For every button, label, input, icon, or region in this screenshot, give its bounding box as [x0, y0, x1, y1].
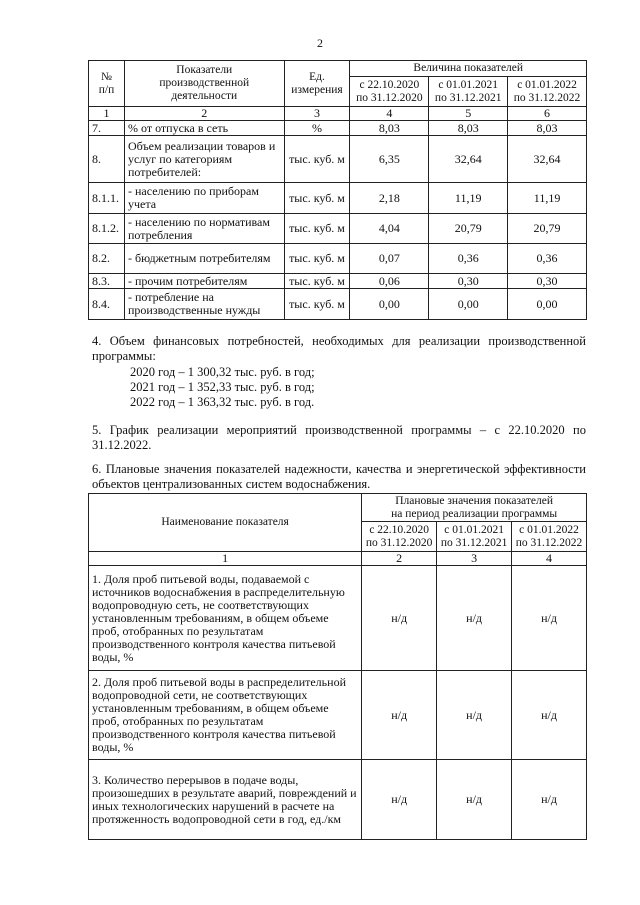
table-row [89, 760, 587, 840]
row-name: - прочим потребителям [124, 274, 284, 289]
row-unit: тыс. куб. м [284, 274, 350, 289]
planned-value: н/д [362, 671, 437, 760]
financing-2022: 2022 год – 1 363,32 тыс. руб. в год. [130, 395, 315, 409]
row-name: - потребление на производственные нужды [124, 289, 284, 320]
row-value: 0,07 [350, 244, 429, 274]
col-number: 4 [512, 552, 587, 566]
planned-value: н/д [362, 566, 437, 671]
row-num: 8. [89, 136, 125, 183]
planned-value: н/д [512, 760, 587, 840]
row-unit: тыс. куб. м [284, 214, 350, 244]
production-indicators-table [88, 60, 587, 320]
row-name: - населению по нормативам потребления [124, 214, 284, 244]
planned-value: н/д [512, 566, 587, 671]
section-6-text: 6. Плановые значения показателей надежности, качества и энергетической эффективности объектов централизованных систем водоснабжения. [92, 462, 586, 491]
planned-value: н/д [512, 671, 587, 760]
row-unit: % [284, 121, 350, 136]
table-row [89, 244, 587, 274]
indicator-name: 3. Количество перерывов в подаче воды, произошедших в результате аварий, повреждений и иных технологических нарушений в расчете на протяженность водопроводной сети в год, ед./км [89, 760, 362, 840]
table-row [89, 289, 587, 320]
row-value: 2,18 [350, 183, 429, 214]
row-num: 8.1.1. [89, 183, 125, 214]
planned-value: н/д [362, 760, 437, 840]
row-name: - бюджетным потребителям [124, 244, 284, 274]
header-period: с 01.01.2022 по 31.12.2022 [512, 522, 587, 552]
row-value: 8,03 [429, 121, 508, 136]
table-row [89, 671, 587, 760]
row-unit: тыс. куб. м [284, 244, 350, 274]
col-number: 1 [89, 107, 125, 121]
table-row [89, 274, 587, 289]
row-num: 8.2. [89, 244, 125, 274]
planned-value: н/д [437, 671, 512, 760]
indicator-name: 2. Доля проб питьевой воды в распределительной водопроводной сети, не соответствующих установленным требованиям, в общем объеме проб, отобранных по результатам производственного контроля качества питьевой воды, % [89, 671, 362, 760]
col-number: 1 [89, 552, 362, 566]
row-name: Объем реализации товаров и услуг по категориям потребителей: [124, 136, 284, 183]
col-number: 5 [429, 107, 508, 121]
row-value: 0,36 [429, 244, 508, 274]
row-value: 20,79 [508, 214, 587, 244]
table-row [89, 136, 587, 183]
row-num: 8.1.2. [89, 214, 125, 244]
col-number: 2 [362, 552, 437, 566]
page-number: 2 [317, 36, 323, 50]
indicator-name: 1. Доля проб питьевой воды, подаваемой с источников водоснабжения в распределительную водопроводную сеть, не соответствующих установленным требованиям, в общем объеме проб, отобранных по результатам производственного контроля качества питьевой воды, % [89, 566, 362, 671]
header-period: с 01.01.2022 по 31.12.2022 [508, 77, 587, 107]
row-num: 8.3. [89, 274, 125, 289]
header-period: с 22.10.2020 по 31.12.2020 [362, 522, 437, 552]
row-value: 0,36 [508, 244, 587, 274]
header-period: с 22.10.2020 по 31.12.2020 [350, 77, 429, 107]
financing-2021: 2021 год – 1 352,33 тыс. руб. в год; [130, 380, 315, 394]
financing-2020: 2020 год – 1 300,32 тыс. руб. в год; [130, 365, 315, 379]
header-name: Наименование показателя [89, 494, 362, 552]
row-name: % от отпуска в сеть [124, 121, 284, 136]
row-value: 0,00 [429, 289, 508, 320]
table-row [89, 183, 587, 214]
header-group: Плановые значения показателей на период реализации программы [362, 494, 587, 522]
header-period: с 01.01.2021 по 31.12.2021 [429, 77, 508, 107]
header-indicator: Показатели производственной деятельности [124, 61, 284, 107]
row-value: 0,30 [429, 274, 508, 289]
header-unit: Ед. измерения [284, 61, 350, 107]
planned-value: н/д [437, 566, 512, 671]
table-row [89, 214, 587, 244]
header-num: № п/п [89, 61, 125, 107]
row-value: 0,06 [350, 274, 429, 289]
col-number: 6 [508, 107, 587, 121]
row-value: 11,19 [429, 183, 508, 214]
header-value-group: Величина показателей [350, 61, 587, 77]
row-value: 11,19 [508, 183, 587, 214]
row-num: 7. [89, 121, 125, 136]
row-unit: тыс. куб. м [284, 136, 350, 183]
row-value: 32,64 [508, 136, 587, 183]
row-value: 0,00 [350, 289, 429, 320]
row-unit: тыс. куб. м [284, 289, 350, 320]
row-value: 4,04 [350, 214, 429, 244]
row-value: 8,03 [508, 121, 587, 136]
row-value: 8,03 [350, 121, 429, 136]
table-row [89, 121, 587, 136]
col-number: 3 [437, 552, 512, 566]
header-period: с 01.01.2021 по 31.12.2021 [437, 522, 512, 552]
row-unit: тыс. куб. м [284, 183, 350, 214]
row-value: 0,30 [508, 274, 587, 289]
row-value: 32,64 [429, 136, 508, 183]
planned-value: н/д [437, 760, 512, 840]
section-5-text: 5. График реализации мероприятий производственной программы – с 22.10.2020 по 31.12.2022. [92, 423, 586, 452]
section-4-text: 4. Объем финансовых потребностей, необходимых для реализации производственной программы: [92, 334, 586, 363]
row-value: 6,35 [350, 136, 429, 183]
row-num: 8.4. [89, 289, 125, 320]
row-value: 0,00 [508, 289, 587, 320]
col-number: 4 [350, 107, 429, 121]
row-value: 20,79 [429, 214, 508, 244]
row-name: - населению по приборам учета [124, 183, 284, 214]
planned-indicators-table [88, 493, 587, 840]
table-row [89, 566, 587, 671]
col-number: 2 [124, 107, 284, 121]
col-number: 3 [284, 107, 350, 121]
